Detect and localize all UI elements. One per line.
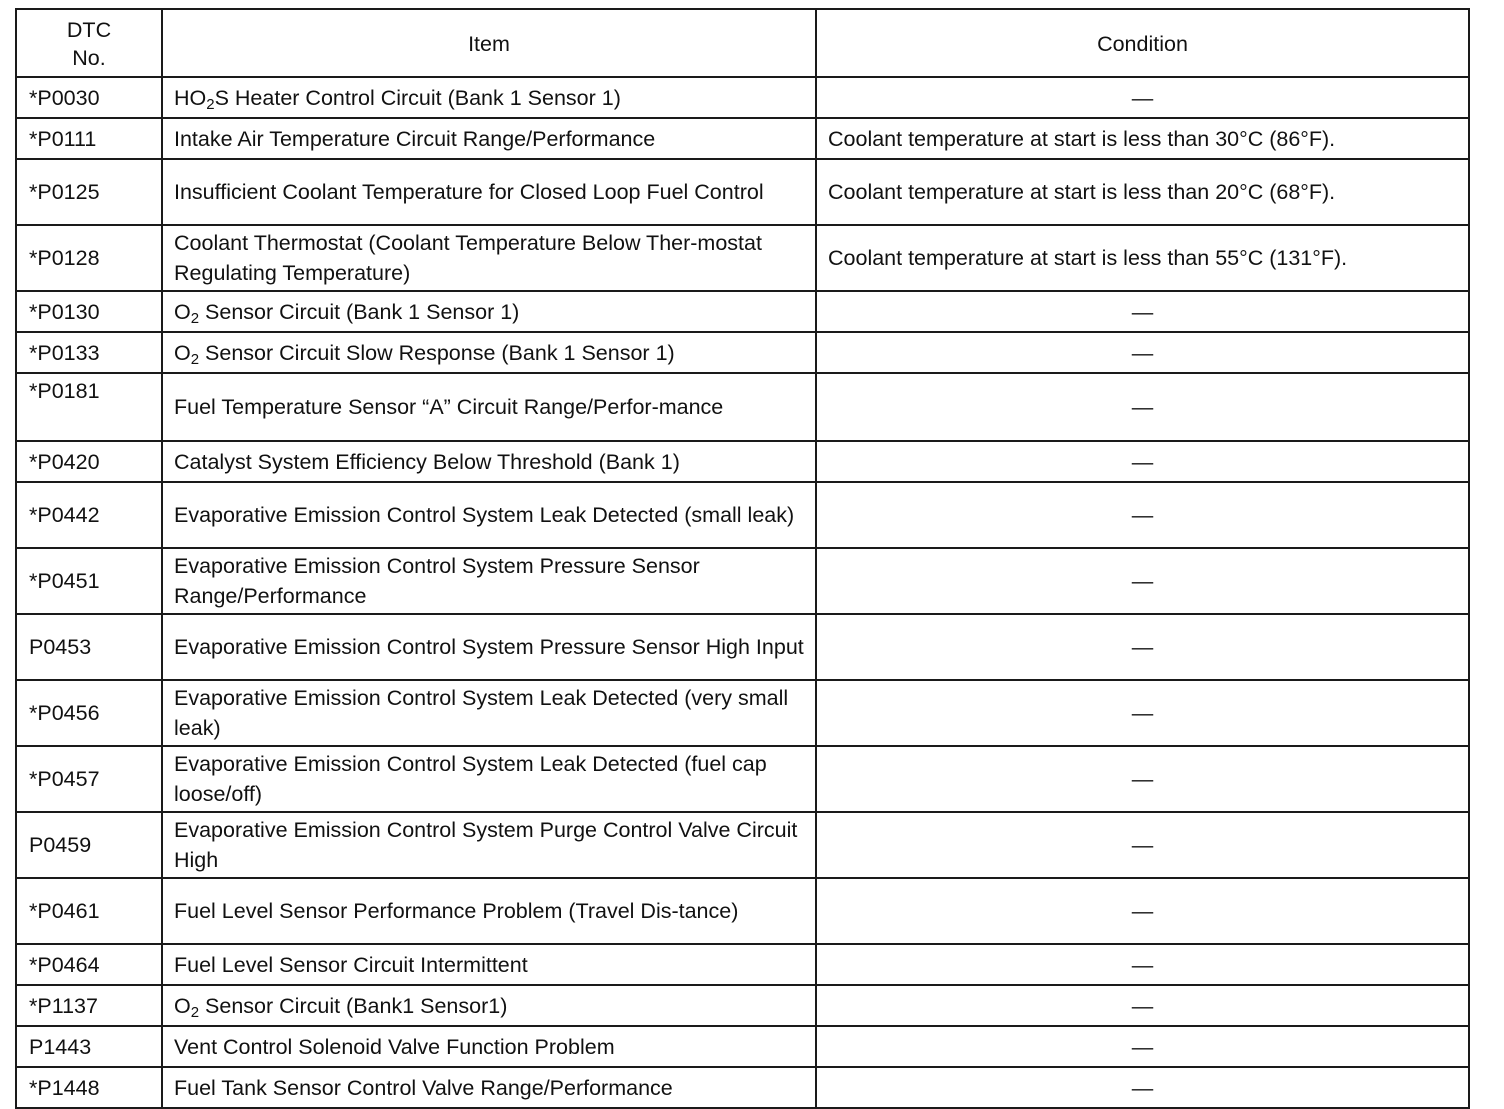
table-row	[16, 225, 1469, 291]
dtc-code: *P0461	[16, 878, 162, 944]
dtc-code: P0459	[16, 812, 162, 878]
item-cell: Insufficient Coolant Temperature for Closed Loop Fuel Control	[162, 159, 816, 225]
dtc-table	[15, 8, 1470, 1109]
dtc-code: *P0181	[16, 373, 162, 441]
condition-cell: —	[816, 1067, 1469, 1108]
header-condition: Condition	[816, 9, 1469, 77]
item-subscript: 2	[190, 309, 200, 327]
item-prefix: O	[174, 993, 191, 1018]
dtc-code: P1443	[16, 1026, 162, 1067]
table-row	[16, 812, 1469, 878]
condition-cell: —	[816, 985, 1469, 1026]
table-row	[16, 482, 1469, 548]
dtc-code: *P0111	[16, 118, 162, 159]
dtc-code: *P0133	[16, 332, 162, 373]
condition-cell: —	[816, 614, 1469, 680]
item-cell: Fuel Level Sensor Performance Problem (Travel Dis-tance)	[162, 878, 816, 944]
table-row	[16, 944, 1469, 985]
condition-cell: —	[816, 944, 1469, 985]
dtc-code: *P0464	[16, 944, 162, 985]
condition-cell: —	[816, 482, 1469, 548]
dtc-code: *P1137	[16, 985, 162, 1026]
table-row	[16, 441, 1469, 482]
dtc-code: *P0451	[16, 548, 162, 614]
dtc-code: *P0128	[16, 225, 162, 291]
condition-cell: Coolant temperature at start is less than 20°C (68°F).	[816, 159, 1469, 225]
dtc-code: P0453	[16, 614, 162, 680]
item-cell: Evaporative Emission Control System Leak Detected (very small leak)	[162, 680, 816, 746]
item-prefix: O	[174, 340, 191, 365]
dtc-code: *P0457	[16, 746, 162, 812]
table-row	[16, 159, 1469, 225]
condition-cell: —	[816, 441, 1469, 482]
item-subscript: 2	[190, 1003, 200, 1021]
table-row	[16, 878, 1469, 944]
condition-cell: —	[816, 77, 1469, 118]
table-row	[16, 548, 1469, 614]
item-cell: Evaporative Emission Control System Leak Detected (fuel cap loose/off)	[162, 746, 816, 812]
item-prefix: O	[174, 299, 191, 324]
item-cell: Evaporative Emission Control System Leak Detected (small leak)	[162, 482, 816, 548]
dtc-code: *P0420	[16, 441, 162, 482]
condition-cell: —	[816, 373, 1469, 441]
dtc-code: *P0442	[16, 482, 162, 548]
condition-cell: —	[816, 680, 1469, 746]
table-row	[16, 77, 1469, 118]
item-subscript: 2	[206, 95, 215, 113]
item-cell: Intake Air Temperature Circuit Range/Performance	[162, 118, 816, 159]
item-cell: Fuel Level Sensor Circuit Intermittent	[162, 944, 816, 985]
header-dtc-line1: DTC	[66, 18, 112, 42]
header-row	[16, 9, 1469, 77]
item-cell: Evaporative Emission Control System Pressure Sensor Range/Performance	[162, 548, 816, 614]
item-cell: Coolant Thermostat (Coolant Temperature Below Ther-mostat Regulating Temperature)	[162, 225, 816, 291]
header-dtc-line2: No.	[72, 46, 106, 70]
item-subscript: 2	[190, 350, 200, 368]
dtc-code: *P0030	[16, 77, 162, 118]
condition-cell: —	[816, 291, 1469, 332]
condition-cell: —	[816, 746, 1469, 812]
header-item: Item	[162, 9, 816, 77]
dtc-code: *P1448	[16, 1067, 162, 1108]
table-row	[16, 332, 1469, 373]
item-cell	[162, 985, 816, 1026]
table-row	[16, 1067, 1469, 1108]
table-row	[16, 985, 1469, 1026]
item-cell: Fuel Tank Sensor Control Valve Range/Performance	[162, 1067, 816, 1108]
item-suffix: Sensor Circuit Slow Response (Bank 1 Sensor 1)	[199, 340, 675, 365]
condition-cell: —	[816, 1026, 1469, 1067]
dtc-code: *P0125	[16, 159, 162, 225]
item-cell: Evaporative Emission Control System Purge Control Valve Circuit High	[162, 812, 816, 878]
condition-cell: —	[816, 332, 1469, 373]
table-row	[16, 680, 1469, 746]
item-cell: Catalyst System Efficiency Below Threshold (Bank 1)	[162, 441, 816, 482]
table-row	[16, 291, 1469, 332]
table-row	[16, 1026, 1469, 1067]
condition-cell: —	[816, 548, 1469, 614]
item-cell	[162, 332, 816, 373]
item-prefix: HO	[174, 85, 207, 110]
condition-cell: Coolant temperature at start is less than 30°C (86°F).	[816, 118, 1469, 159]
item-suffix: S Heater Control Circuit (Bank 1 Sensor 1)	[214, 85, 621, 110]
item-cell	[162, 291, 816, 332]
condition-cell: —	[816, 812, 1469, 878]
dtc-code: *P0456	[16, 680, 162, 746]
table-row	[16, 746, 1469, 812]
item-suffix: Sensor Circuit (Bank 1 Sensor 1)	[199, 299, 520, 324]
condition-cell: —	[816, 878, 1469, 944]
item-cell: Fuel Temperature Sensor “A” Circuit Range/Perfor-mance	[162, 373, 816, 441]
dtc-code: *P0130	[16, 291, 162, 332]
condition-cell: Coolant temperature at start is less than 55°C (131°F).	[816, 225, 1469, 291]
table-row	[16, 118, 1469, 159]
item-cell: Evaporative Emission Control System Pressure Sensor High Input	[162, 614, 816, 680]
item-cell: Vent Control Solenoid Valve Function Problem	[162, 1026, 816, 1067]
table-row	[16, 614, 1469, 680]
item-suffix: Sensor Circuit (Bank1 Sensor1)	[199, 993, 508, 1018]
header-dtc-no	[16, 9, 162, 77]
item-cell	[162, 77, 816, 118]
table-row	[16, 373, 1469, 441]
